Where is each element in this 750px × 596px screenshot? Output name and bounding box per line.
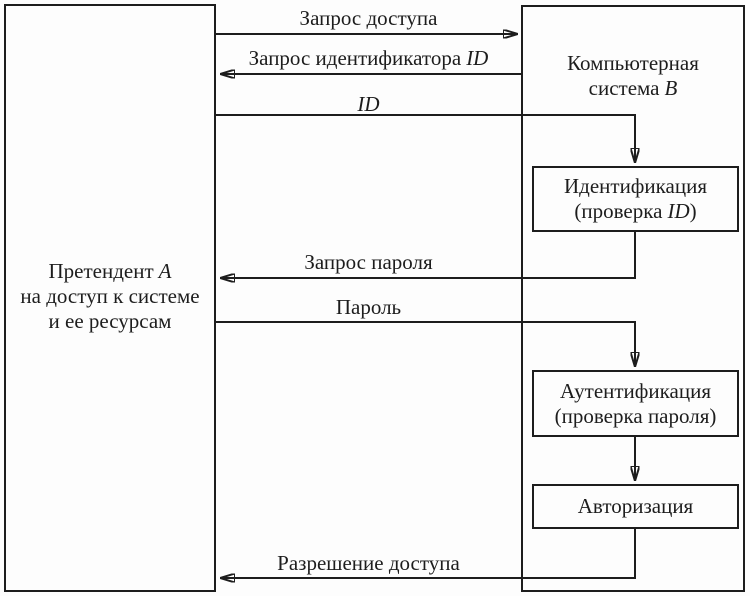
authorization-label: Авторизация [577, 494, 694, 518]
authorization-step-box [532, 484, 739, 529]
authentication-line1: Аутентификация [560, 378, 711, 403]
identification-variable-id: ID [667, 199, 690, 223]
identification-step-box [532, 166, 739, 232]
identification-line2 [574, 199, 696, 224]
claimant-line2: на доступ к системе [20, 284, 200, 308]
id-request-text: Запрос идентификатора [248, 46, 462, 70]
claimant-line3: и ее ресурсам [48, 309, 172, 333]
identification-check-text: (проверка [574, 199, 663, 223]
authentication-line2: (проверка пароля) [554, 403, 717, 428]
computer-system-label [523, 51, 743, 101]
system-line1: Компьютерная [567, 51, 699, 75]
identification-close-paren: ) [689, 199, 697, 223]
system-title-text: система [588, 76, 660, 100]
system-variable-b: B [664, 76, 678, 100]
claimant-line1 [6, 259, 214, 284]
id-request-message-label [217, 45, 520, 71]
system-line2 [523, 76, 743, 101]
claimant-label [6, 259, 214, 334]
password-message-label: Пароль [335, 295, 402, 319]
access-request-message-label: Запрос доступа [299, 6, 438, 30]
claimant-box [4, 4, 216, 592]
authentication-step-box [532, 370, 739, 437]
claimant-variable-a: A [158, 259, 172, 283]
access-grant-message-label: Разрешение доступа [277, 551, 460, 575]
identification-line1: Идентификация [563, 174, 707, 198]
password-request-message-label: Запрос пароля [304, 250, 433, 274]
claimant-title-text: Претендент [48, 259, 154, 283]
id-message-label: ID [357, 92, 380, 116]
id-request-variable-id: ID [466, 46, 489, 70]
